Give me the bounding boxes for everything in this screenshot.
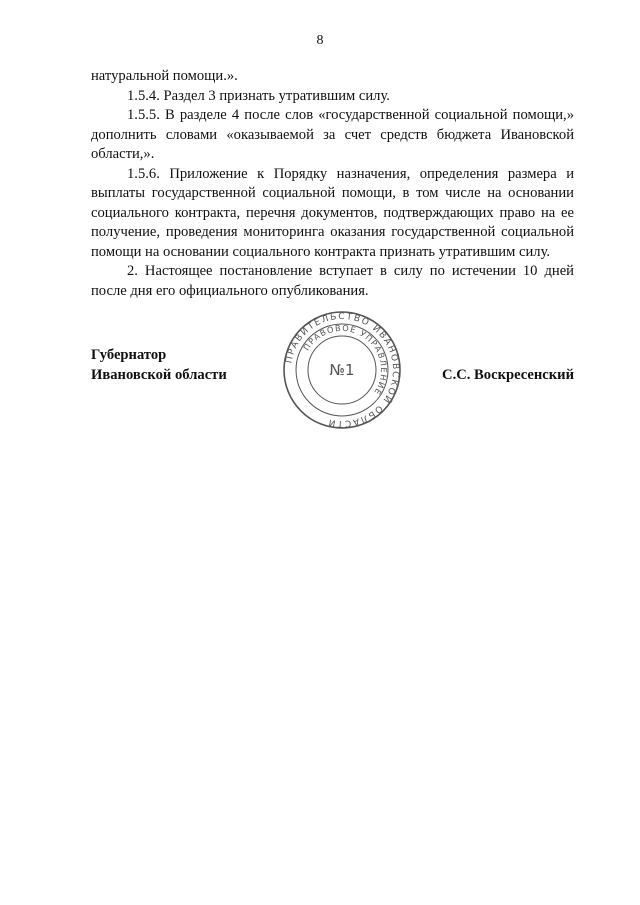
signatory-region: Ивановской области: [91, 366, 227, 383]
seal-inner-text: ПРАВОВОЕ УПРАВЛЕНИЕ: [301, 322, 390, 398]
paragraph-2: 2. Настоящее постановление вступает в силу по истечении 10 дней после дня его официального опубликования.: [91, 263, 574, 299]
signatory-name: С.С. Воскресенский: [442, 367, 574, 383]
seal-number: №1: [329, 361, 355, 379]
seal-outer-text: ПРАВИТЕЛЬСТВО ИВАНОВСКОЙ ОБЛАСТИ: [284, 311, 401, 429]
paragraph-1-5-5: 1.5.5. В разделе 4 после слов «государственной социальной помощи,» дополнить словами «оказываемой за счет средств бюджета Ивановской области,».: [91, 107, 574, 162]
paragraph-continuation: натуральной помощи.».: [91, 68, 238, 84]
signatory-position: [91, 346, 227, 385]
paragraph-1-5-4: 1.5.4. Раздел 3 признать утратившим силу.: [127, 87, 390, 104]
official-seal: [282, 310, 402, 430]
signatory-title: Губернатор: [91, 347, 167, 363]
paragraph-1-5-6: 1.5.6. Приложение к Порядку назначения, определения размера и выплаты государственной социальной помощи, в том числе на основании социального контракта, перечня документов, подтверждающих право на ее получение, проведения мониторинга оказания государственной социальной помощи на основании социального контракта признать утратившим силу.: [91, 165, 574, 260]
page-number: 8: [316, 33, 324, 48]
document-body: [91, 67, 574, 301]
